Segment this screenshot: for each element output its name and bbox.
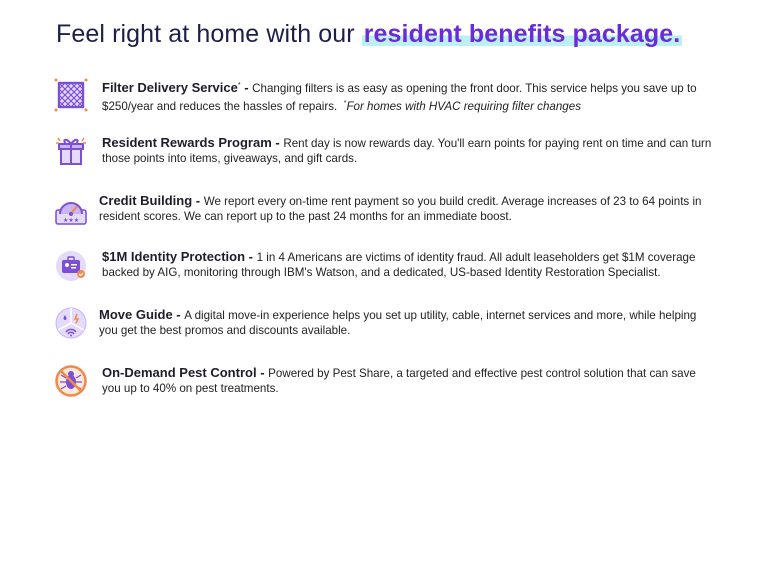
id-card-shield-icon — [54, 249, 88, 283]
benefit-title-asterisk: * — [237, 82, 241, 89]
benefit-separator: - — [245, 249, 257, 264]
benefit-separator: - — [256, 365, 269, 380]
credit-gauge-icon — [54, 194, 88, 228]
benefit-text — [102, 135, 717, 166]
note-asterisk: * — [343, 99, 347, 107]
benefit-title: $1M Identity Protection — [102, 249, 246, 264]
svg-text:★★★: ★★★ — [63, 217, 80, 224]
benefit-separator: - — [271, 135, 284, 150]
benefit-title: Resident Rewards Program — [102, 135, 272, 150]
benefit-description: 1 in 4 Americans are victims of identity fraud. All adult leaseholders get $1M coverage backed by AIG, monitoring through IBM's Watson, and a dedicated, US-based Identity Restoration Specialist. — [102, 251, 696, 279]
benefit-description: A digital move-in experience helps you set up utility, cable, internet services and more, while helping you get the best promos and discounts available. — [99, 309, 697, 337]
no-bugs-icon — [54, 364, 88, 398]
benefit-description: Changing filters is as easy as opening the front door. This service helps you save up to $250/year and reduces the hassles of repairs. — [102, 81, 697, 113]
benefit-separator: - — [240, 79, 253, 95]
utilities-icon — [54, 306, 88, 340]
headline-highlight: resident benefits package. — [363, 20, 681, 48]
page-headline — [56, 20, 682, 49]
benefit-separator: - — [172, 307, 185, 322]
filter-icon — [54, 78, 88, 112]
headline-prefix: Feel right at home with our — [56, 20, 362, 48]
benefit-separator: - — [192, 193, 204, 208]
benefit-description: Rent day is now rewards day. You'll earn points for paying rent on time and can turn those points into items, giveaways, and gift cards. — [102, 137, 712, 165]
benefit-text — [99, 193, 714, 224]
benefit-description: We report every on-time rent payment so you build credit. Average increases of 23 to 64 points in resident scores. We can report up to the past 24 months for an immediate boost. — [99, 195, 702, 223]
benefit-text — [102, 249, 717, 280]
benefit-text — [99, 307, 714, 338]
gift-icon — [54, 134, 88, 168]
benefit-title: Credit Building — [99, 193, 193, 208]
benefit-description: Powered by Pest Share, a targeted and effective pest control solution that can save you up to 40% on pest treatments. — [102, 367, 696, 395]
benefit-title: Filter Delivery Service — [102, 79, 238, 95]
benefit-text — [102, 78, 717, 114]
benefit-text — [102, 365, 717, 396]
benefit-title: On-Demand Pest Control — [102, 365, 257, 380]
benefit-note: For homes with HVAC requiring filter changes — [346, 99, 581, 113]
benefit-title: Move Guide — [99, 307, 173, 322]
